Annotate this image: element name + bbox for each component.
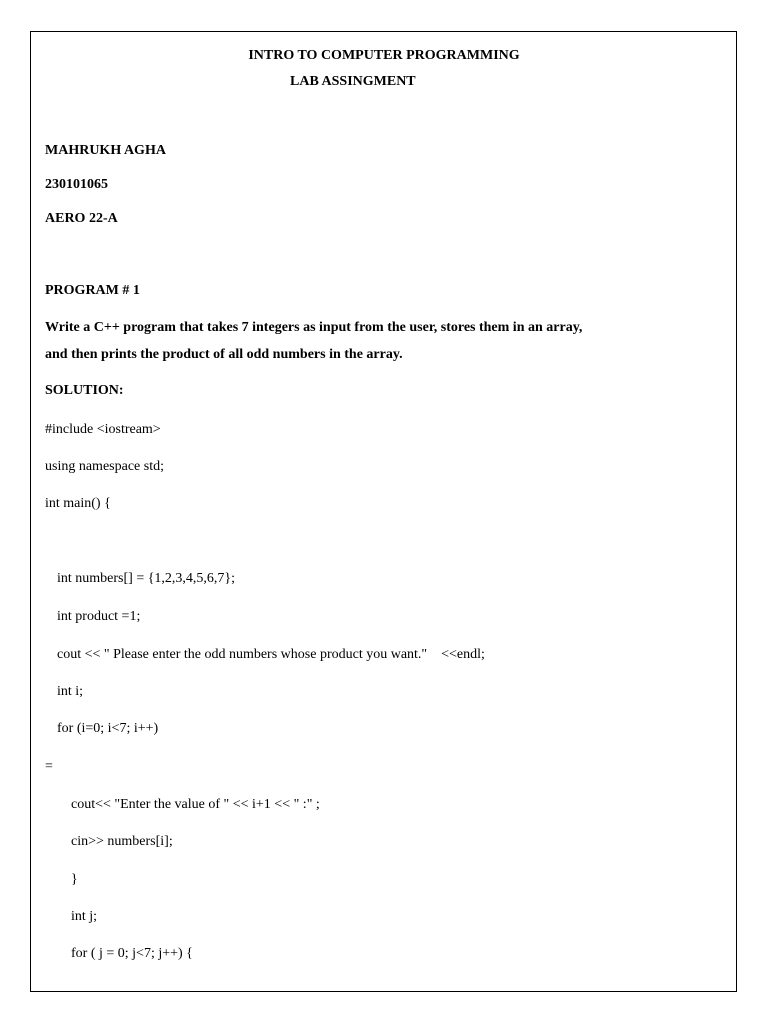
code-line: using namespace std; [45,459,164,474]
program-statement-line1: Write a C++ program that takes 7 integers as input from the user, stores them in an array, [45,320,583,335]
code-line: for ( j = 0; j<7; j++) { [71,946,193,961]
student-id: 230101065 [45,177,108,192]
course-title: INTRO TO COMPUTER PROGRAMMING [248,48,520,63]
code-line: = [45,759,53,774]
code-line: int j; [71,909,98,924]
code-line: } [71,872,78,887]
code-line: #include <iostream> [45,422,161,437]
code-line: cout << " Please enter the odd numbers whose product you want." <<endl; [57,647,485,662]
code-line: int i; [57,684,84,699]
student-section: AERO 22-A [45,211,118,226]
code-line: int main() { [45,496,111,511]
code-line: for (i=0; i<7; i++) [57,721,159,736]
assignment-title: LAB ASSINGMENT [290,74,416,89]
program-statement-line2: and then prints the product of all odd numbers in the array. [45,347,403,362]
code-line: cin>> numbers[i]; [71,834,173,849]
code-line: int numbers[] = {1,2,3,4,5,6,7}; [57,571,236,586]
code-line: cout<< "Enter the value of " << i+1 << " :" ; [71,797,320,812]
program-heading: PROGRAM # 1 [45,283,140,298]
code-line: int product =1; [57,609,141,624]
solution-label: SOLUTION: [45,383,124,398]
student-name: MAHRUKH AGHA [45,143,166,158]
